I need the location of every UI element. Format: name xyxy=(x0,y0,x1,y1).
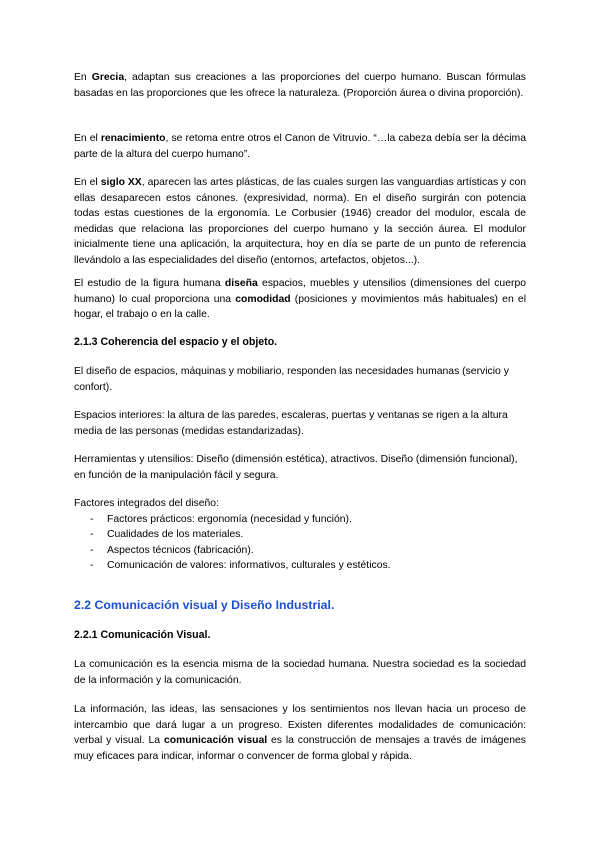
paragraph-text: En xyxy=(74,72,92,83)
paragraph-text: En el xyxy=(74,177,101,188)
factores-list xyxy=(74,512,526,574)
paragraph-informacion xyxy=(74,702,526,764)
paragraph-text: La información, las ideas, las sensaciones y los sentimientos nos llevan hacia un proceso de intercambio que dará lugar a un progreso. Existen diferentes modalidades de comunicación: verbal y visual. La xyxy=(74,704,526,746)
bold-term: Grecia xyxy=(91,72,125,83)
paragraph-comunicacion-esencia: La comunicación es la esencia misma de la sociedad humana. Nuestra sociedad es la sociedad de la información y la comunicación. xyxy=(74,659,526,686)
paragraph-text: , se retoma entre otros el Canon de Vitruvio. “…la cabeza debía ser la décima parte de la altura del cuerpo humano”. xyxy=(74,133,526,160)
subsection-heading-2-1-3: 2.1.3 Coherencia del espacio y el objeto. xyxy=(74,336,278,348)
section-heading-2-2: 2.2 Comunicación visual y Diseño Industrial. xyxy=(74,598,335,612)
paragraph-text: es la construcción de mensajes a través de imágenes muy eficaces para indicar, informar o convencer de forma global y rápida. xyxy=(74,735,526,762)
paragraph-text: El estudio de la figura humana xyxy=(74,278,225,289)
list-item: - Aspectos técnicos (fabricación). xyxy=(74,543,526,559)
factores-list-block xyxy=(74,496,526,574)
list-intro: Factores integrados del diseño: xyxy=(74,498,219,509)
paragraph-espacios-interiores: Espacios interiores: la altura de las paredes, escaleras, puertas y ventanas se rigen a la altura media de las personas (medidas estandarizadas). xyxy=(74,410,508,437)
list-item: - Cualidades de los materiales. xyxy=(74,527,526,543)
list-item: - Factores prácticos: ergonomía (necesidad y función). xyxy=(74,512,526,528)
paragraph-siglo-xx xyxy=(74,175,526,268)
paragraph-text: (posiciones y movimientos más habituales) en el hogar, el trabajo o en la calle. xyxy=(74,293,526,320)
paragraph-renacimiento xyxy=(74,131,526,162)
paragraph-herramientas: Herramientas y utensilios: Diseño (dimensión estética), atractivos. Diseño (dimensión funcional), en función de la manipulación fácil y segura. xyxy=(74,454,518,481)
list-item: - Comunicación de valores: informativos, culturales y estéticos. xyxy=(74,558,526,574)
subsection-heading-2-2-1: 2.2.1 Comunicación Visual. xyxy=(74,629,211,641)
paragraph-grecia xyxy=(74,70,526,101)
bold-term: siglo XX xyxy=(100,177,142,188)
paragraph-diseno-espacios: El diseño de espacios, máquinas y mobiliario, responden las necesidades humanas (servicio y confort). xyxy=(74,366,509,393)
paragraph-text: , aparecen las artes plásticas, de las cuales surgen las vanguardias artísticas y con ellas desaparecen estos cánones. (expresividad, norma). En el diseño surgirán con potencia todas estas cuestiones de la ergonomía. Le Corbusier (1946) creador del modulor, escala de medidas que relaciona las proporciones del cuerpo humano y la sección áurea. El modulor inicialmente tiene una aplicación, la arquitectura, hoy en día se parte de un punto de referencia llevándolo a las especialidades del diseño (entornos, artefactos, objetos...). xyxy=(74,177,526,266)
bold-term: diseña xyxy=(224,278,258,289)
bold-term: renacimiento xyxy=(100,133,166,144)
paragraph-text: espacios, muebles y utensilios (dimensiones del cuerpo humano) lo cual proporciona una xyxy=(74,278,526,305)
paragraph-text: En el xyxy=(74,133,101,144)
paragraph-figura-humana xyxy=(74,276,526,323)
bold-term: comunicación visual xyxy=(163,735,268,746)
paragraph-text: , adaptan sus creaciones a las proporciones del cuerpo humano. Buscan fórmulas basadas en las proporciones que les ofrece la naturaleza. (Proporción áurea o divina proporción). xyxy=(74,72,526,99)
bold-term: comodidad xyxy=(235,293,291,305)
